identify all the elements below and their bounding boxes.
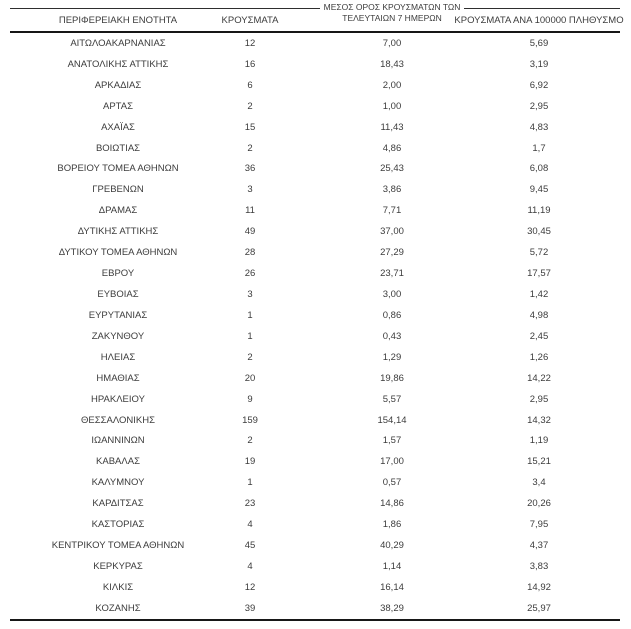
per100k-cell: 3,4 [532, 477, 546, 489]
per100k-cell: 1,26 [529, 351, 549, 363]
cases-cell: 26 [244, 268, 256, 280]
table-row [10, 326, 620, 347]
per100k-cell: 4,83 [529, 121, 549, 133]
cases-cell: 39 [244, 602, 256, 614]
cases-cell: 1 [247, 309, 253, 321]
table-row [10, 389, 620, 410]
table-header-row [10, 0, 624, 33]
cases-cell: 2 [247, 435, 253, 447]
per100k-cell: 14,22 [527, 372, 551, 384]
avg7-cell: 0,57 [382, 477, 402, 489]
col-header-per100k [454, 0, 624, 31]
per100k-cell: 1,42 [529, 289, 549, 301]
avg7-cell: 14,86 [380, 498, 404, 510]
cases-cell: 159 [242, 414, 258, 426]
region-cell: ΑΧΑΪΑΣ [101, 121, 135, 133]
region-cell: ΚΑΒΑΛΑΣ [96, 456, 140, 468]
avg7-cell: 0,43 [382, 330, 402, 342]
per100k-cell: 14,92 [527, 581, 551, 593]
per100k-cell: 14,32 [527, 414, 551, 426]
avg7-cell: 2,00 [382, 79, 402, 91]
table-row [10, 33, 620, 54]
cases-cell: 19 [244, 456, 256, 468]
table-row [10, 305, 620, 326]
cases-cell: 4 [247, 519, 253, 531]
region-cell: ΗΜΑΘΙΑΣ [96, 372, 140, 384]
per100k-cell: 11,19 [527, 205, 551, 217]
per100k-cell: 3,19 [529, 58, 549, 70]
cases-cell: 6 [247, 79, 253, 91]
region-cell: ΚΟΖΑΝΗΣ [95, 602, 141, 614]
per100k-cell: 30,45 [527, 226, 551, 238]
table-row [10, 200, 620, 221]
region-cell: ΒΟΙΩΤΙΑΣ [95, 142, 141, 154]
cases-cell: 9 [247, 393, 253, 405]
table-row [10, 577, 620, 598]
per100k-cell: 17,57 [527, 268, 551, 280]
col-header-cases-label: ΚΡΟΥΣΜΑΤΑ [221, 14, 279, 26]
avg7-cell: 11,43 [380, 121, 404, 133]
cases-cell: 49 [244, 226, 256, 238]
table-row [10, 96, 620, 117]
region-cell: ΚΑΡΔΙΤΣΑΣ [92, 498, 144, 510]
table-row [10, 431, 620, 452]
avg7-cell: 37,00 [380, 226, 404, 238]
table-row [10, 368, 620, 389]
avg7-cell: 1,86 [382, 519, 402, 531]
per100k-cell: 25,97 [527, 602, 551, 614]
per100k-cell: 3,83 [529, 561, 549, 572]
avg7-cell: 17,00 [380, 456, 404, 468]
avg7-cell: 5,57 [382, 393, 402, 405]
table-row [10, 159, 620, 180]
table-row [10, 598, 620, 619]
table-row [10, 535, 620, 556]
cases-cell: 4 [247, 561, 253, 572]
avg7-cell: 3,00 [382, 289, 402, 301]
region-cell: ΗΛΕΙΑΣ [100, 351, 136, 363]
region-cell: ΘΕΣΣΑΛΟΝΙΚΗΣ [81, 414, 155, 426]
avg7-cell: 4,86 [382, 142, 402, 154]
per100k-cell: 20,26 [527, 498, 551, 510]
table-row [10, 138, 620, 159]
avg7-cell: 1,57 [382, 435, 402, 447]
cases-cell: 3 [247, 184, 253, 196]
cases-cell: 45 [244, 540, 256, 552]
region-cell: ΔΥΤΙΚΗΣ ΑΤΤΙΚΗΣ [77, 226, 159, 238]
region-cell: ΗΡΑΚΛΕΙΟΥ [91, 393, 145, 405]
region-cell: ΕΒΡΟΥ [101, 268, 135, 280]
cases-cell: 23 [244, 498, 256, 510]
col-header-cases [221, 0, 279, 31]
cases-cell: 12 [244, 581, 256, 593]
region-cell: ΚΕΝΤΡΙΚΟΥ ΤΟΜΕΑ ΑΘΗΝΩΝ [51, 540, 185, 552]
avg7-cell: 0,86 [382, 309, 402, 321]
region-cell: ΓΡΕΒΕΝΩΝ [92, 184, 144, 196]
avg7-cell: 7,71 [382, 205, 402, 217]
per100k-cell: 15,21 [527, 456, 551, 468]
region-cell: ΑΝΑΤΟΛΙΚΗΣ ΑΤΤΙΚΗΣ [67, 58, 169, 70]
per100k-cell: 1,19 [529, 435, 549, 447]
table-row [10, 514, 620, 535]
col-header-avg7-line2: ΤΕΛΕΥΤΑΙΩΝ 7 ΗΜΕΡΩΝ [338, 13, 445, 25]
region-cell: ΑΡΤΑΣ [103, 100, 133, 112]
region-cell: ΕΥΡΥΤΑΝΙΑΣ [88, 309, 148, 321]
avg7-cell: 23,71 [380, 268, 404, 280]
per100k-cell: 5,69 [529, 37, 549, 49]
table-row [10, 263, 620, 284]
table-row [10, 347, 620, 368]
avg7-cell: 1,00 [382, 100, 402, 112]
per100k-cell: 4,37 [529, 540, 549, 552]
region-cell: ΚΑΛΥΜΝΟΥ [91, 477, 145, 489]
col-header-region [10, 0, 226, 31]
region-cell: ΚΕΡΚΥΡΑΣ [93, 561, 143, 572]
per100k-cell: 1,7 [532, 142, 546, 154]
cases-cell: 2 [247, 351, 253, 363]
cases-cell: 1 [247, 330, 253, 342]
per100k-cell: 7,95 [529, 519, 549, 531]
table-row [10, 75, 620, 96]
region-cell: ΒΟΡΕΙΟΥ ΤΟΜΕΑ ΑΘΗΝΩΝ [57, 163, 179, 175]
cases-cell: 16 [244, 58, 256, 70]
per100k-cell: 2,95 [529, 393, 549, 405]
col-header-per100k-label: ΚΡΟΥΣΜΑΤΑ ΑΝΑ 100000 ΠΛΗΘΥΣΜΟ [454, 14, 624, 26]
per100k-cell: 4,98 [529, 309, 549, 321]
avg7-cell: 40,29 [380, 540, 404, 552]
table-row [10, 556, 620, 577]
per100k-cell: 9,45 [529, 184, 549, 196]
cases-cell: 1 [247, 477, 253, 489]
region-cell: ΙΩΑΝΝΙΝΩΝ [91, 435, 145, 447]
table-row [10, 472, 620, 493]
table-row [10, 54, 620, 75]
cases-cell: 2 [247, 100, 253, 112]
avg7-cell: 25,43 [380, 163, 404, 175]
region-cell: ΖΑΚΥΝΘΟΥ [91, 330, 145, 342]
cases-cell: 15 [244, 121, 256, 133]
table-row [10, 117, 620, 138]
avg7-cell: 3,86 [382, 184, 402, 196]
cases-cell: 2 [247, 142, 253, 154]
table-row [10, 284, 620, 305]
per100k-cell: 2,45 [529, 330, 549, 342]
avg7-cell: 7,00 [382, 37, 402, 49]
table-body [10, 33, 620, 621]
col-header-avg7-line1: ΜΕΣΟΣ ΟΡΟΣ ΚΡΟΥΣΜΑΤΩΝ ΤΩΝ [320, 2, 465, 14]
per100k-cell: 5,72 [529, 247, 549, 259]
table-row [10, 179, 620, 200]
col-header-region-label: ΠΕΡΙΦΕΡΕΙΑΚΗ ΕΝΟΤΗΤΑ [58, 14, 178, 26]
cases-cell: 20 [244, 372, 256, 384]
avg7-cell: 16,14 [380, 581, 404, 593]
cases-cell: 11 [245, 205, 255, 217]
avg7-cell: 27,29 [380, 247, 404, 259]
table-row [10, 493, 620, 514]
per100k-cell: 6,08 [529, 163, 549, 175]
region-cell: ΔΥΤΙΚΟΥ ΤΟΜΕΑ ΑΘΗΝΩΝ [58, 247, 178, 259]
per100k-cell: 6,92 [529, 79, 549, 91]
region-cell: ΚΑΣΤΟΡΙΑΣ [91, 519, 145, 531]
avg7-cell: 19,86 [380, 372, 404, 384]
avg7-cell: 1,29 [382, 351, 402, 363]
region-cell: ΔΡΑΜΑΣ [98, 205, 138, 217]
cases-cell: 36 [244, 163, 256, 175]
avg7-cell: 1,14 [382, 561, 402, 572]
region-cell: ΑΙΤΩΛΟΑΚΑΡΝΑΝΙΑΣ [70, 37, 166, 49]
cases-cell: 3 [247, 289, 253, 301]
regional-cases-table [10, 0, 624, 621]
avg7-cell: 154,14 [377, 414, 407, 426]
cases-cell: 28 [244, 247, 256, 259]
avg7-cell: 38,29 [380, 602, 404, 614]
table-row [10, 221, 620, 242]
per100k-cell: 2,95 [529, 100, 549, 112]
cases-cell: 12 [244, 37, 256, 49]
table-row [10, 242, 620, 263]
region-cell: ΑΡΚΑΔΙΑΣ [94, 79, 142, 91]
region-cell: ΚΙΛΚΙΣ [102, 581, 134, 593]
table-row [10, 451, 620, 472]
region-cell: ΕΥΒΟΙΑΣ [97, 289, 139, 301]
avg7-cell: 18,43 [380, 58, 404, 70]
table-row [10, 410, 620, 431]
